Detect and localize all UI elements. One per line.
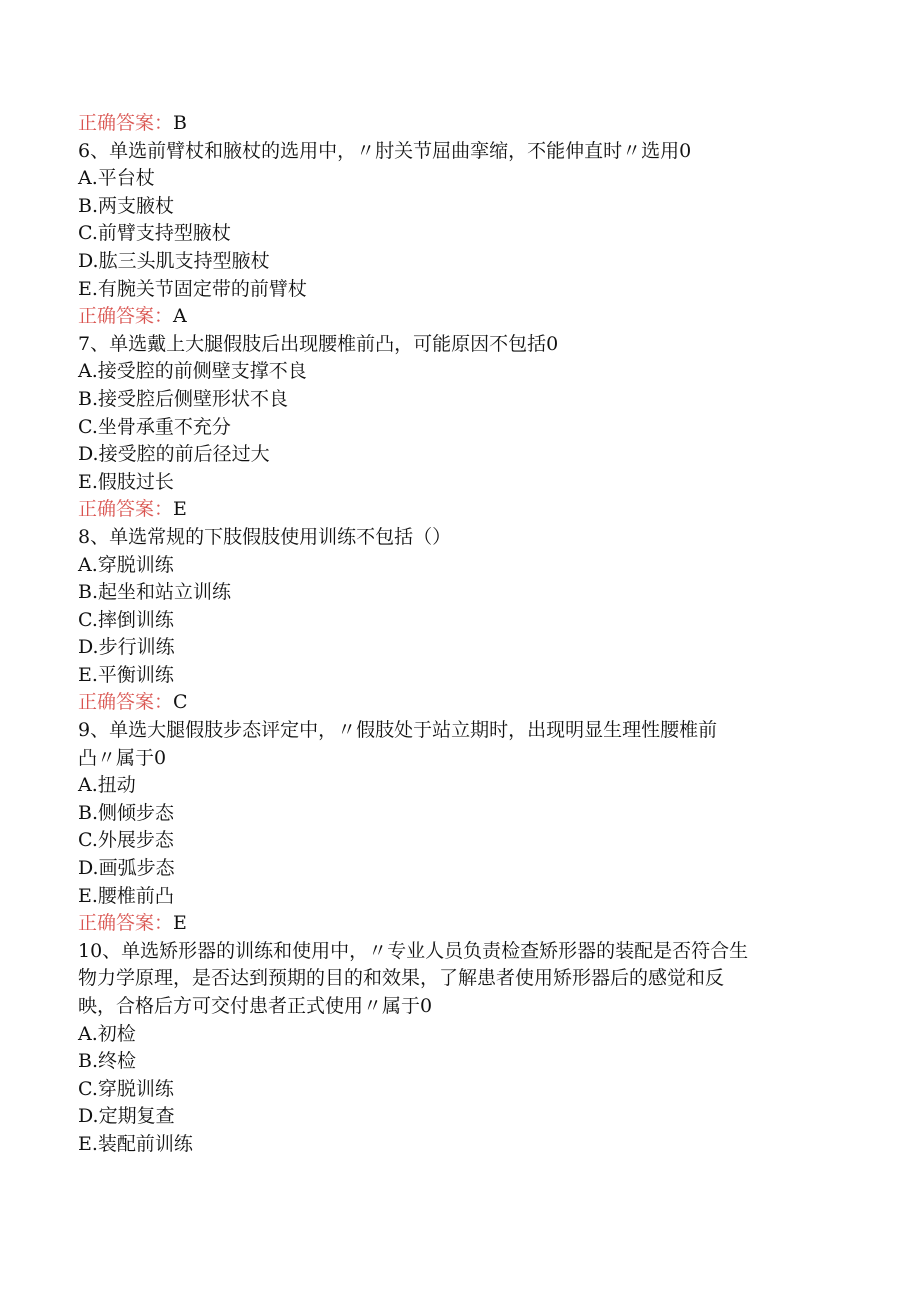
answer-line bbox=[78, 689, 858, 717]
option-c: C.坐骨承重不充分 bbox=[78, 415, 231, 438]
option-d: D.画弧步态 bbox=[78, 857, 175, 880]
option-a: A.扭动 bbox=[78, 774, 136, 797]
answer-label: 正确答案： bbox=[78, 305, 174, 328]
option-d: D.步行训练 bbox=[78, 636, 175, 659]
question-block bbox=[78, 331, 858, 524]
option-a: A.初检 bbox=[78, 1022, 136, 1045]
option-e: E.有腕关节固定带的前臂杖 bbox=[78, 277, 307, 300]
option-e: E.平衡训练 bbox=[78, 663, 174, 686]
question-text: 物力学原理，是否达到预期的目的和效果，了解患者使用矫形器后的感觉和反 bbox=[78, 967, 725, 990]
question-block bbox=[78, 938, 858, 1159]
option-b: B.侧倾步态 bbox=[78, 801, 175, 824]
question-block bbox=[78, 717, 858, 938]
option-a: A.穿脱训练 bbox=[78, 553, 174, 576]
question-text: 9、单选大腿假肢步态评定中，〃假肢处于站立期时，出现明显生理性腰椎前 bbox=[78, 719, 718, 742]
question-block bbox=[78, 138, 858, 331]
question-block bbox=[78, 524, 858, 717]
answer-value: E bbox=[173, 498, 187, 521]
option-e: E.装配前训练 bbox=[78, 1132, 193, 1155]
option-e: E.腰椎前凸 bbox=[78, 884, 174, 907]
option-b: B.接受腔后侧壁形状不良 bbox=[78, 387, 289, 410]
answer-line bbox=[78, 303, 858, 331]
option-b: B.终检 bbox=[78, 1050, 137, 1073]
option-d: D.定期复查 bbox=[78, 1105, 175, 1128]
document-page bbox=[78, 110, 858, 1159]
option-c: C.摔倒训练 bbox=[78, 608, 174, 631]
option-c: C.穿脱训练 bbox=[78, 1077, 174, 1100]
answer-line bbox=[78, 110, 858, 138]
answer-label: 正确答案： bbox=[78, 112, 174, 134]
answer-value: B bbox=[173, 112, 187, 134]
answer-label: 正确答案： bbox=[78, 498, 174, 521]
question-text: 6、单选前臂杖和腋杖的选用中，〃肘关节屈曲挛缩，不能伸直时〃选用0 bbox=[78, 139, 692, 162]
option-e: E.假肢过长 bbox=[78, 470, 174, 493]
option-a: A.接受腔的前侧壁支撑不良 bbox=[78, 360, 307, 383]
option-c: C.前臂支持型腋杖 bbox=[78, 222, 231, 245]
option-b: B.两支腋杖 bbox=[78, 194, 175, 217]
answer-label: 正确答案： bbox=[78, 912, 174, 935]
answer-label: 正确答案： bbox=[78, 691, 174, 714]
option-a: A.平台杖 bbox=[78, 167, 155, 190]
question-text: 映，合格后方可交付患者正式使用〃属于0 bbox=[78, 995, 433, 1017]
question-text: 凸〃属于0 bbox=[78, 746, 167, 769]
option-c: C.外展步态 bbox=[78, 829, 174, 852]
answer-value: C bbox=[173, 691, 188, 714]
answer-value: E bbox=[173, 912, 187, 935]
option-b: B.起坐和站立训练 bbox=[78, 581, 232, 604]
question-text: 10、单选矫形器的训练和使用中，〃专业人员负责检查矫形器的装配是否符合生 bbox=[78, 939, 749, 962]
question-text: 8、单选常规的下肢假肢使用训练不包括（） bbox=[78, 525, 452, 548]
answer-value: A bbox=[173, 305, 187, 328]
answer-line bbox=[78, 910, 858, 938]
option-d: D.接受腔的前后径过大 bbox=[78, 443, 270, 466]
answer-line bbox=[78, 496, 858, 524]
option-d: D.肱三头肌支持型腋杖 bbox=[78, 249, 270, 272]
question-text: 7、单选戴上大腿假肢后出现腰椎前凸，可能原因不包括0 bbox=[78, 332, 559, 355]
